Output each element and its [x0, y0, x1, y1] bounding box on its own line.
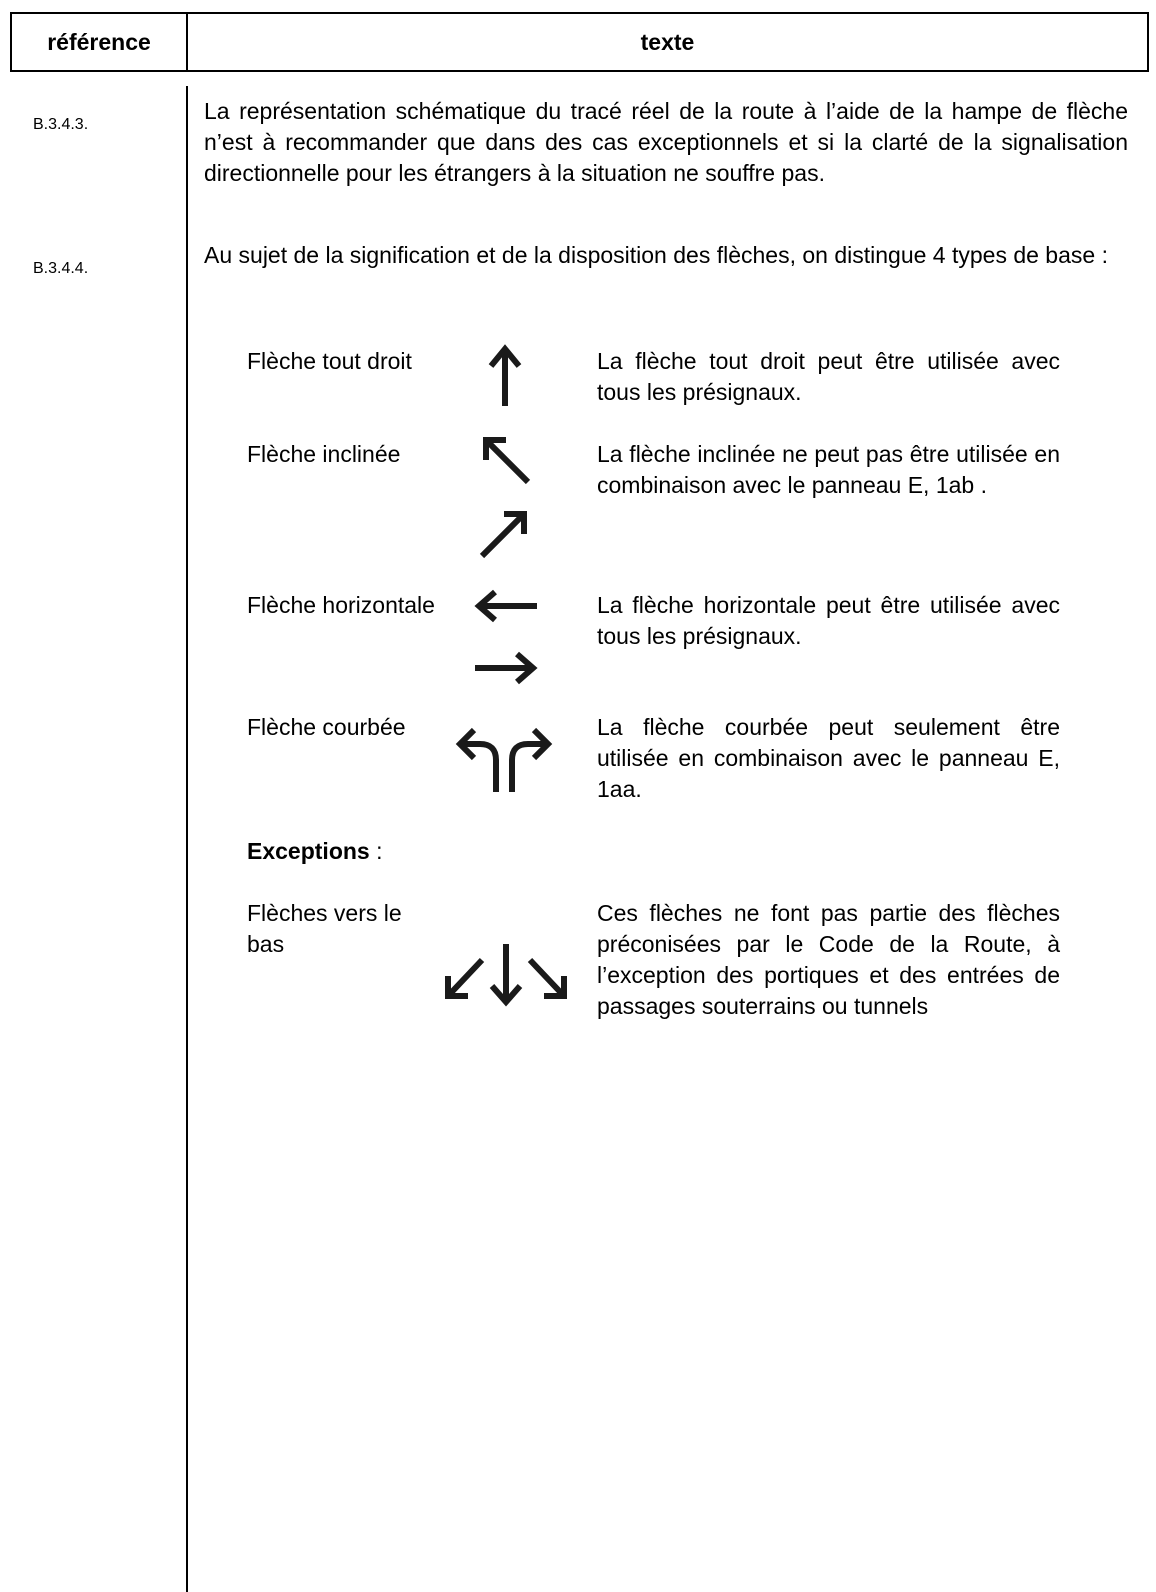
row-reference: B.3.4.4. [33, 260, 89, 277]
arrow-left-icon [473, 588, 539, 624]
table-right-border [1147, 12, 1149, 72]
exceptions-heading [247, 836, 547, 867]
arrow-diagonal-up-left-icon [478, 432, 532, 486]
row-text: La représentation schématique du tracé réel de la route à l’aide de la hampe de flèche n’est à recommander que dans des cas exceptionnels et si la clarté de la signalisation directionnelle pour les étrangers à la situation ne souffre pas. [204, 98, 1128, 186]
arrow-curved-icon [452, 722, 556, 794]
arrows-down-icon [442, 940, 570, 1010]
arrow-up-icon [480, 342, 530, 408]
body-column-divider [186, 86, 188, 1592]
header-text: texte [640, 28, 695, 55]
arrow-type-label: Flèche tout droit [247, 348, 412, 374]
arrow-type-label: Flèche inclinée [247, 441, 401, 467]
exceptions-heading-suffix: : [369, 838, 383, 864]
arrow-right-icon [473, 650, 539, 686]
exception-description: Ces flèches ne font pas partie des flèches préconisées par le Code de la Route, à l’exception des portiques et des entrées de passages souterrains ou tunnels [597, 900, 1060, 1019]
arrow-type-label: Flèche horizontale [247, 592, 435, 618]
row-text: Au sujet de la signification et de la disposition des flèches, on distingue 4 types de base : [204, 242, 1108, 268]
exception-label: Flèches vers le bas [247, 900, 402, 957]
row-reference: B.3.4.3. [33, 116, 89, 133]
arrow-diagonal-up-right-icon [478, 506, 532, 560]
arrow-type-description: La flèche courbée peut seulement être utilisée en combinaison avec le panneau E, 1aa. [597, 714, 1060, 802]
exceptions-heading-bold: Exceptions [247, 838, 370, 864]
header-reference: référence [47, 28, 151, 55]
arrow-type-description: La flèche horizontale peut être utilisée avec tous les présignaux. [597, 592, 1060, 649]
arrow-type-description: La flèche inclinée ne peut pas être utilisée en combinaison avec le panneau E, 1ab . [597, 441, 1060, 498]
arrow-type-description: La flèche tout droit peut être utilisée avec tous les présignaux. [597, 348, 1060, 405]
arrow-type-label: Flèche courbée [247, 714, 406, 740]
